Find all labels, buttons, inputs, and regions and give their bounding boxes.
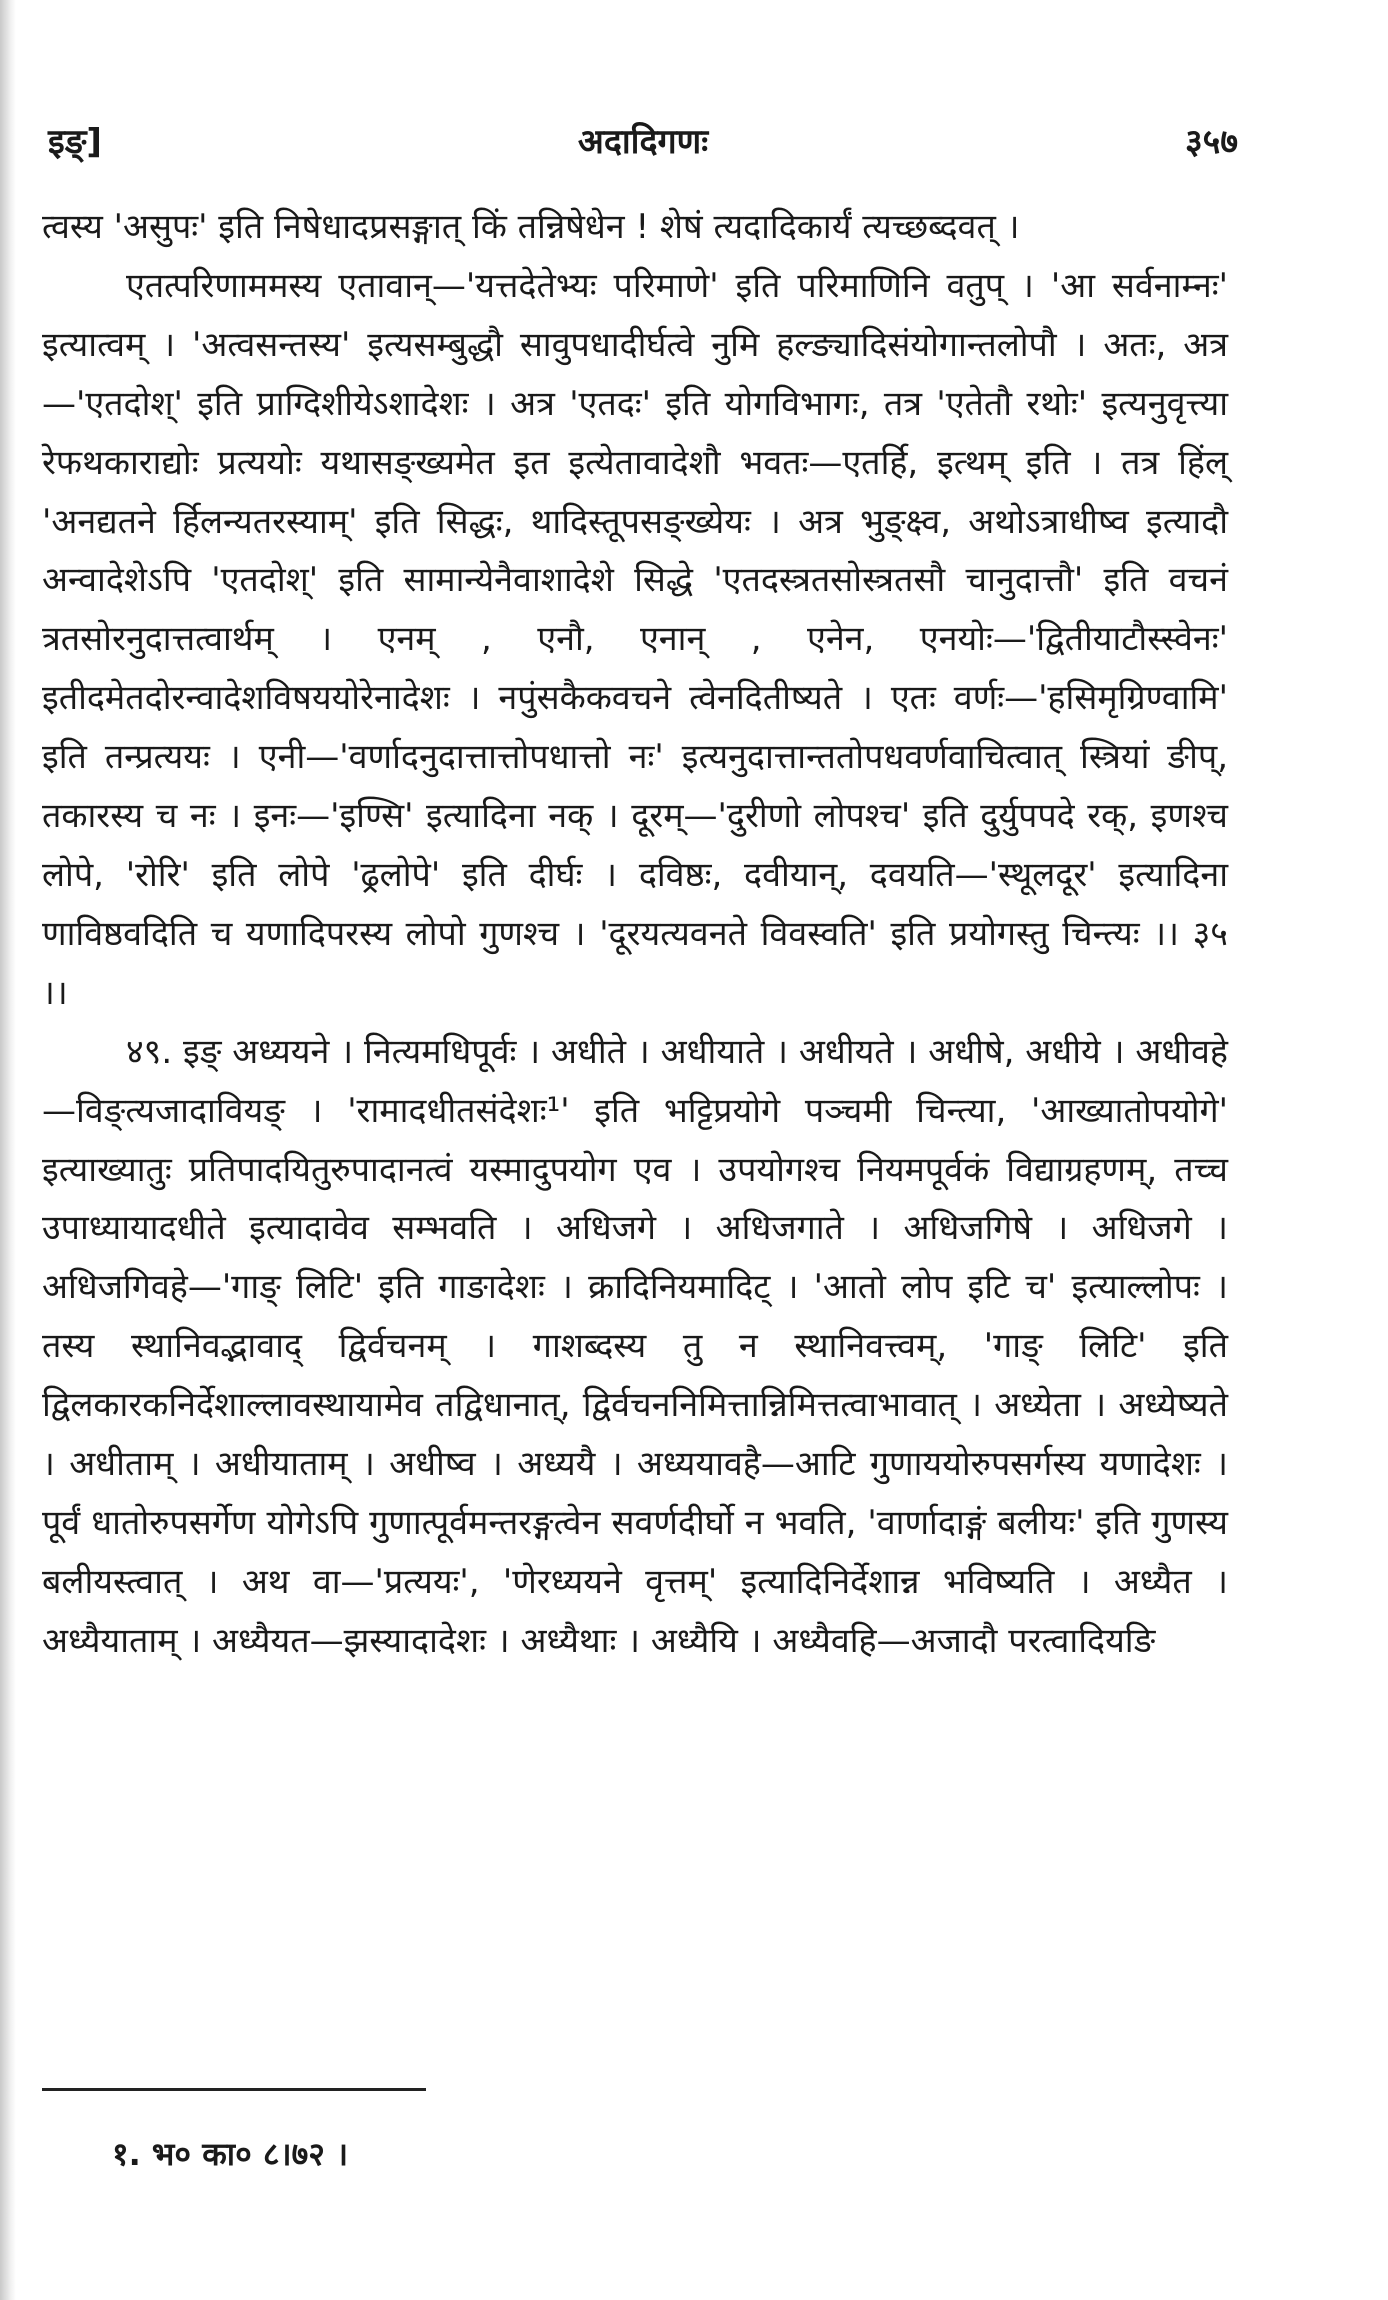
page-header bbox=[48, 118, 1238, 166]
page-body bbox=[42, 198, 1228, 1671]
header-left-marker: इङ्] bbox=[48, 122, 102, 162]
paragraph-in-adhyayane: ४९. इङ् अध्ययने । नित्यमधिपूर्वः । अधीते । अधीयाते । अधीयते । अधीषे, अधीये । अधीवहे—विङ्त्यजादावियङ् । 'रामादधीतसंदेशः¹' इति भट्टिप्रयोगे पञ्चमी चिन्त्या, 'आख्यातोपयोगे' इत्याख्यातुः प्रतिपादयितुरुपादानत्वं यस्मादुपयोग एव । उपयोगश्च नियमपूर्वकं विद्याग्रहणम्, तच्च उपाध्यायादधीते इत्यादावेव सम्भवति । अधिजगे । अधिजगाते । अधिजगिषे । अधिजगे । अधिजगिवहे—'गाङ् लिटि' इति गाङादेशः । क्रादिनियमादिट् । 'आतो लोप इटि च' इत्याल्लोपः । तस्य स्थानिवद्भावाद् द्विर्वचनम् । गाशब्दस्य तु न स्थानिवत्त्वम्, 'गाङ् लिटि' इति द्विलकारकनिर्देशाल्लावस्थायामेव तद्विधानात्, द्विर्वचननिमित्तान्निमित्तत्वाभावात् । अध्येता । अध्येष्यते । अधीताम् । अधीयाताम् । अधीष्व । अध्ययै । अध्ययावहै—आटि गुणाययोरुपसर्गस्य यणादेशः । पूर्वं धातोरुपसर्गेण योगेऽपि गुणात्पूर्वमन्तरङ्गत्वेन सवर्णदीर्घो न भवति, 'वार्णादाङ्गं बलीयः' इति गुणस्य बलीयस्त्वात् । अथ वा—'प्रत्ययः', 'णेरध्ययने वृत्तम्' इत्यादिनिर्देशान्न भविष्यति । अध्यैत । अध्यैयाताम् । अध्यैयत—झस्यादादेशः । अध्यैथाः । अध्यैयि । अध्यैवहि—अजादौ परत्वादियङि bbox=[42, 1031, 1228, 1661]
scan-edge bbox=[0, 0, 16, 2300]
footnote: १. भ० का० ८।७२ । bbox=[112, 2135, 349, 2173]
footnote-divider bbox=[42, 2088, 426, 2091]
paragraph-continuation: त्वस्य 'असुपः' इति निषेधादप्रसङ्गात् किं तन्निषेधेन ! शेषं त्यदादिकार्यं त्यच्छब्दवत् । bbox=[42, 207, 1020, 247]
page-title: अदादिगणः bbox=[577, 122, 709, 162]
paragraph-etat: एतत्परिणाममस्य एतावान्—'यत्तदेतेभ्यः परिमाणे' इति परिमाणिनि वतुप् । 'आ सर्वनाम्नः' इत्यात्वम् । 'अत्वसन्तस्य' इत्यसम्बुद्धौ सावुपधादीर्घत्वे नुमि हल्ङ्यादिसंयोगान्तलोपौ । अतः, अत्र—'एतदोश्' इति प्राग्दिशीयेऽशादेशः । अत्र 'एतदः' इति योगविभागः, तत्र 'एतेतौ रथोः' इत्यनुवृत्त्या रेफथकाराद्योः प्रत्ययोः यथासङ्ख्यमेत इत इत्येतावादेशौ भवतः—एतर्हि, इत्थम् इति । तत्र हिंल् 'अनद्यतने र्हिलन्यतरस्याम्' इति सिद्धः, थादिस्तूपसङ्ख्येयः । अत्र भुङ्क्ष्व, अथोऽत्राधीष्व इत्यादौ अन्वादेशेऽपि 'एतदोश्' इति सामान्येनैवाशादेशे सिद्धे 'एतदस्त्रतसोस्त्रतसौ चानुदात्तौ' इति वचनं त्रतसोरनुदात्तत्वार्थम् । एनम् , एनौ, एनान् , एनेन, एनयोः—'द्वितीयाटौस्स्वेनः' इतीदमेतदोरन्वादेशविषययोरेनादेशः । नपुंसकैकवचने त्वेनदितीष्यते । एतः वर्णः—'हसिमृग्रिण्वामि' इति तन्प्रत्ययः । एनी—'वर्णादनुदात्तात्तोपधात्तो नः' इत्यनुदात्तान्ततोपधवर्णवाचित्वात् स्त्रियां ङीप्, तकारस्य च नः । इनः—'इण्सि' इत्यादिना नक् । दूरम्—'दुरीणो लोपश्च' इति दुर्युपपदे रक्, इणश्च लोपे, 'रोरि' इति लोपे 'ढ्रलोपे' इति दीर्घः । दविष्ठः, दवीयान्, दवयति—'स्थूलदूर' इत्यादिना णाविष्ठवदिति च यणादिपरस्य लोपो गुणश्च । 'दूरयत्यवनते विवस्वति' इति प्रयोगस्तु चिन्त्यः ।। ३५ ।। bbox=[42, 265, 1228, 1013]
page-number: ३५७ bbox=[1184, 122, 1238, 162]
